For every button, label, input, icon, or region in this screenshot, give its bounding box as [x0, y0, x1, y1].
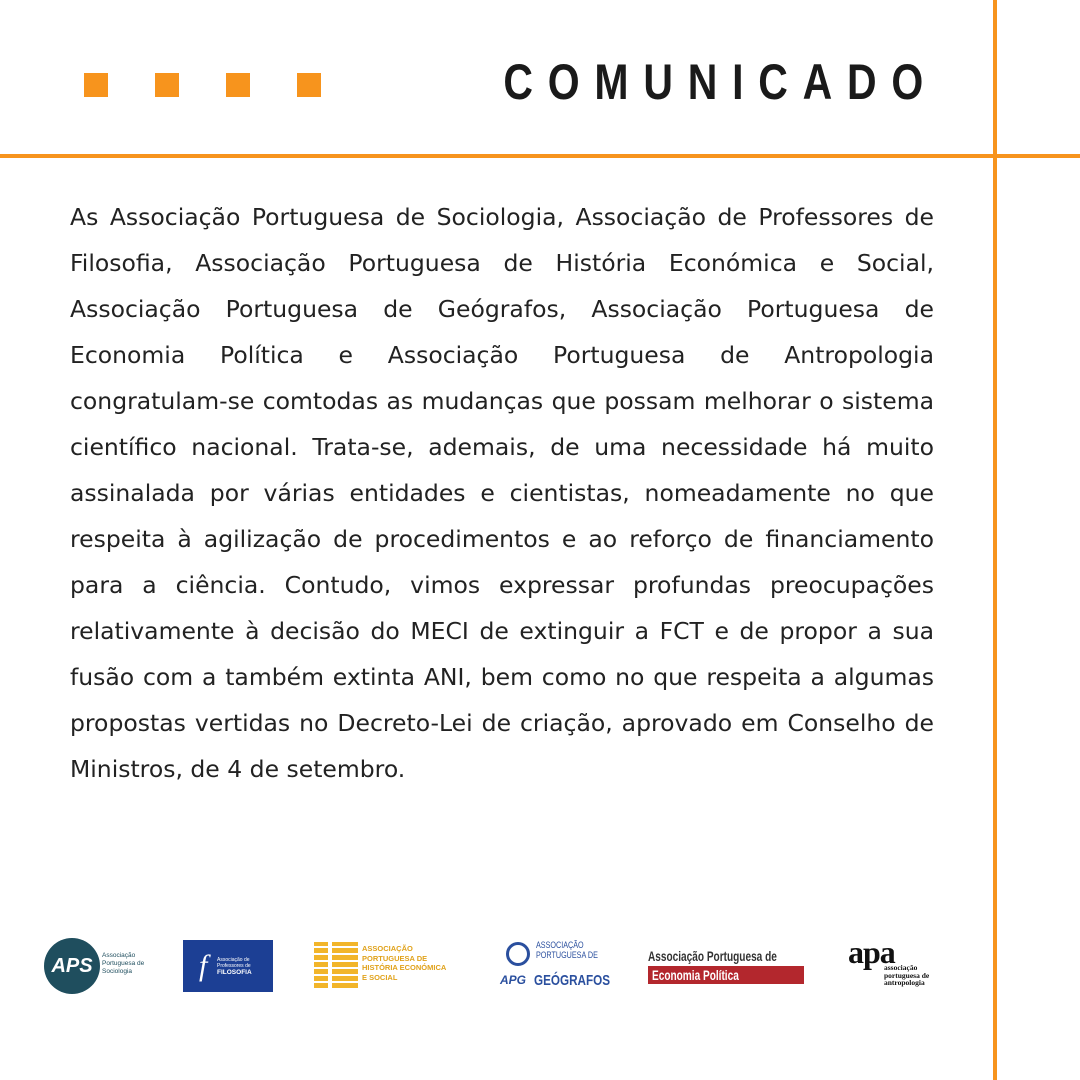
aphes-line: ASSOCIAÇÃO [362, 944, 413, 953]
aphes-mark-icon [314, 942, 358, 988]
horizontal-orange-rule [0, 154, 1080, 158]
apa-mark: apa [848, 934, 895, 970]
aps-mark: APS [44, 938, 100, 994]
apf-logo-text-small: Associação de Professores de [217, 957, 251, 969]
apep-logo [648, 948, 808, 988]
apg-logo-big-text: GEÓGRAFOS [534, 972, 611, 989]
page-title: COMUNICADO [503, 54, 938, 110]
apg-line: ASSOCIAÇÃO [536, 940, 584, 950]
aps-logo-text: Associação Portuguesa de Sociologia [102, 952, 145, 975]
apf-logo-text-strong: FILOSOFIA [217, 969, 252, 976]
apf-logo-text [217, 957, 269, 977]
aphes-logo [314, 942, 464, 990]
apa-logo [848, 934, 958, 996]
apa-line: portuguesa de [884, 970, 930, 980]
apep-logo-top-text: Associação Portuguesa de [648, 948, 777, 964]
apep-logo-bottom-text: Economia Política [652, 967, 739, 983]
apa-line: antropologia [884, 978, 925, 987]
apg-mark: APG [500, 973, 527, 987]
apa-line: associação [884, 963, 918, 972]
statement-paragraph: As Associação Portuguesa de Sociologia, Associação de Professores de Filosofia, Associação Portuguesa de História Económica e Social, Associação Portuguesa de Geógrafos, Associação Portuguesa de Economia Política e Associação Portuguesa de Antropologia congratulam-se comtodas as mudanças que possam melhorar o sistema científico nacional. Trata-se, ademais, de uma necessidade há muito assinalada por várias entidades e cientistas, nomeadamente no que respeita à agilização de procedimentos e ao reforço de financiamento para a ciência. Contudo, vimos expressar profundas preocupações relativamente à decisão do MECI de extinguir a FCT e de propor a sua fusão com a também extinta ANI, bem como no que respeita a algumas propostas vertidas no Decreto-Lei de criação, aprovado em Conselho de Ministros, de 4 de setembro. [70, 203, 934, 783]
aps-logo [44, 938, 154, 994]
orange-square [226, 73, 250, 97]
apg-logo [500, 940, 610, 994]
aphes-logo-text [362, 944, 472, 982]
aphes-line: E SOCIAL [362, 972, 398, 982]
apg-line: PORTUGUESA DE [536, 950, 598, 960]
apep-red-bar [648, 966, 804, 984]
apf-mark: f [199, 949, 208, 982]
apa-logo-small-text [884, 964, 954, 987]
logo-strip [0, 930, 1000, 1010]
apg-logo-small-text [536, 940, 600, 960]
apf-logo [183, 940, 273, 992]
vertical-orange-rule [993, 0, 997, 1080]
orange-square [155, 73, 179, 97]
aphes-line: HISTÓRIA ECONÓMICA [362, 963, 447, 972]
globe-icon [506, 942, 530, 966]
orange-square [84, 73, 108, 97]
orange-square [297, 73, 321, 97]
aphes-line: PORTUGUESA DE [362, 953, 428, 963]
